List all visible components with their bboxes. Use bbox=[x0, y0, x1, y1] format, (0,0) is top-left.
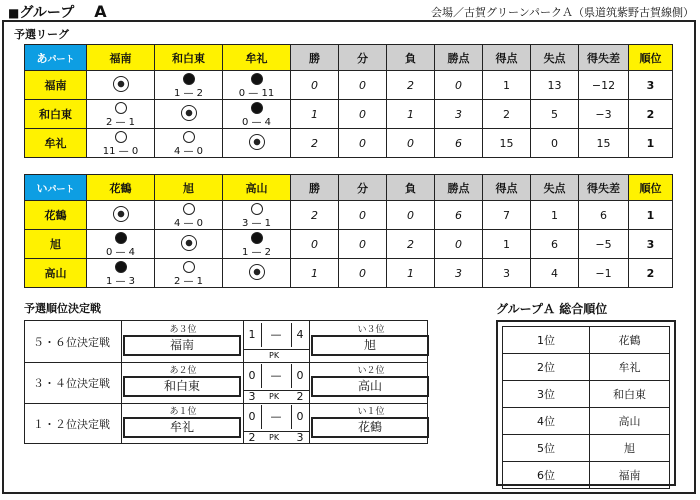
pk-label: PK bbox=[269, 351, 280, 360]
left-seed-label: あ１位 bbox=[169, 407, 197, 417]
match-cell bbox=[223, 230, 291, 259]
team-row-header: 花鶴 bbox=[25, 201, 87, 230]
stat-header: 負 bbox=[387, 45, 435, 71]
overall-row bbox=[503, 462, 670, 489]
loss-circle-icon bbox=[115, 232, 127, 244]
stat-value: 1 bbox=[483, 71, 531, 100]
stat-value: 15 bbox=[483, 129, 531, 158]
stat-value: 0 bbox=[291, 230, 339, 259]
prelim-title: 予選リーグ bbox=[14, 28, 69, 41]
left-score: 0 bbox=[248, 369, 256, 382]
overall-team: 和白東 bbox=[590, 381, 670, 408]
rank-value: 2 bbox=[629, 100, 673, 129]
stat-header: 順位 bbox=[629, 45, 673, 71]
final-match-label: ３・４位決定戦 bbox=[33, 377, 110, 390]
win-circle-icon bbox=[115, 102, 127, 114]
match-cell bbox=[155, 129, 223, 158]
stat-value: −1 bbox=[579, 259, 629, 288]
match-cell bbox=[87, 201, 155, 230]
league-table-a bbox=[24, 44, 673, 158]
stat-value: 2 bbox=[291, 201, 339, 230]
match-cell bbox=[87, 100, 155, 129]
stat-header: 分 bbox=[339, 175, 387, 201]
stat-value: 1 bbox=[387, 100, 435, 129]
overall-team: 高山 bbox=[590, 408, 670, 435]
stat-value: 3 bbox=[435, 259, 483, 288]
overall-row bbox=[503, 408, 670, 435]
match-score: 4 — 0 bbox=[173, 145, 204, 157]
overall-row bbox=[503, 381, 670, 408]
loss-circle-icon bbox=[251, 102, 263, 114]
rank-value: 1 bbox=[629, 201, 673, 230]
stat-value: 1 bbox=[291, 259, 339, 288]
right-team-box: 花鶴 bbox=[311, 417, 429, 438]
header-square: ■ bbox=[8, 6, 20, 20]
stat-value: −5 bbox=[579, 230, 629, 259]
part-corner bbox=[25, 45, 87, 71]
match-cell bbox=[223, 259, 291, 288]
team-row-header: 高山 bbox=[25, 259, 87, 288]
stat-value: −3 bbox=[579, 100, 629, 129]
team-col-header: 旭 bbox=[155, 175, 223, 201]
stat-value: 2 bbox=[291, 129, 339, 158]
right-score: 4 bbox=[296, 328, 304, 341]
stat-value: 6 bbox=[435, 201, 483, 230]
stat-value: 0 bbox=[387, 129, 435, 158]
match-cell bbox=[223, 100, 291, 129]
soccer-ball-icon bbox=[181, 105, 197, 121]
stat-value: −12 bbox=[579, 71, 629, 100]
match-score: 11 — 0 bbox=[102, 145, 139, 157]
overall-rank: 5位 bbox=[503, 435, 590, 462]
overall-team: 旭 bbox=[590, 435, 670, 462]
team-col-header: 福南 bbox=[87, 45, 155, 71]
left-score: 1 bbox=[248, 328, 256, 341]
team-col-header: 高山 bbox=[223, 175, 291, 201]
left-team-box: 牟礼 bbox=[123, 417, 241, 438]
match-cell bbox=[87, 71, 155, 100]
stat-header: 勝 bbox=[291, 45, 339, 71]
stat-value: 2 bbox=[387, 71, 435, 100]
venue: 会場／古賀グリーンパークＡ（県道筑紫野古賀線側） bbox=[430, 6, 694, 19]
match-score: 4 — 0 bbox=[173, 217, 204, 229]
stat-header: 勝点 bbox=[435, 45, 483, 71]
overall-row bbox=[503, 435, 670, 462]
left-seed-label: あ３位 bbox=[169, 325, 197, 335]
win-circle-icon bbox=[183, 261, 195, 273]
overall-team: 福南 bbox=[590, 462, 670, 489]
left-pk-score: 3 bbox=[248, 390, 256, 403]
match-score: 1 — 2 bbox=[241, 246, 272, 258]
stat-header: 得点 bbox=[483, 175, 531, 201]
rank-value: 3 bbox=[629, 71, 673, 100]
stat-value: 3 bbox=[435, 100, 483, 129]
stat-value: 13 bbox=[531, 71, 579, 100]
match-cell bbox=[87, 230, 155, 259]
right-seed-label: い３位 bbox=[357, 325, 385, 335]
score-dash: — bbox=[270, 328, 282, 341]
team-row-header: 和白東 bbox=[25, 100, 87, 129]
stat-value: 0 bbox=[339, 230, 387, 259]
overall-rank: 4位 bbox=[503, 408, 590, 435]
final-match-label: １・２位決定戦 bbox=[33, 418, 110, 431]
overall-rank: 1位 bbox=[503, 327, 590, 354]
stat-value: 0 bbox=[339, 129, 387, 158]
soccer-ball-icon bbox=[181, 235, 197, 251]
match-cell bbox=[87, 129, 155, 158]
match-cell bbox=[87, 259, 155, 288]
stat-value: 0 bbox=[435, 230, 483, 259]
team-row-header: 牟礼 bbox=[25, 129, 87, 158]
header-title: グループ bbox=[19, 5, 75, 21]
right-team-box: 高山 bbox=[311, 376, 429, 397]
stat-header: 順位 bbox=[629, 175, 673, 201]
league-table-i bbox=[24, 174, 673, 288]
stat-value: 5 bbox=[531, 100, 579, 129]
right-seed-label: い１位 bbox=[357, 407, 385, 417]
overall-title: グループＡ 総合順位 bbox=[496, 302, 608, 316]
match-score: 2 — 1 bbox=[173, 275, 204, 287]
stat-value: 0 bbox=[291, 71, 339, 100]
win-circle-icon bbox=[183, 131, 195, 143]
soccer-ball-icon bbox=[249, 264, 265, 280]
left-seed-label: あ２位 bbox=[169, 366, 197, 376]
match-cell bbox=[223, 201, 291, 230]
team-col-header: 花鶴 bbox=[87, 175, 155, 201]
stat-header: 失点 bbox=[531, 175, 579, 201]
match-score: 0 — 11 bbox=[238, 87, 275, 99]
stat-value: 0 bbox=[339, 71, 387, 100]
match-cell bbox=[155, 259, 223, 288]
stat-value: 0 bbox=[387, 201, 435, 230]
overall-table bbox=[502, 326, 670, 489]
part-letter: あ bbox=[36, 51, 48, 65]
overall-rank: 6位 bbox=[503, 462, 590, 489]
finals-title: 予選順位決定戦 bbox=[24, 302, 101, 315]
left-pk-score: 2 bbox=[248, 431, 256, 444]
score-dash: — bbox=[270, 369, 282, 382]
right-score: 0 bbox=[296, 369, 304, 382]
rank-value: 3 bbox=[629, 230, 673, 259]
stat-value: 1 bbox=[531, 201, 579, 230]
match-cell bbox=[155, 230, 223, 259]
overall-row bbox=[503, 354, 670, 381]
finals-box bbox=[24, 320, 428, 444]
soccer-ball-icon bbox=[249, 134, 265, 150]
loss-circle-icon bbox=[183, 73, 195, 85]
part-suffix: パート bbox=[47, 184, 75, 195]
stat-value: 1 bbox=[483, 230, 531, 259]
match-score: 1 — 3 bbox=[105, 275, 136, 287]
stat-header: 負 bbox=[387, 175, 435, 201]
match-cell bbox=[155, 100, 223, 129]
match-cell bbox=[223, 71, 291, 100]
part-corner bbox=[25, 175, 87, 201]
group-name: A bbox=[94, 2, 107, 21]
match-cell bbox=[155, 201, 223, 230]
right-team-box: 旭 bbox=[311, 335, 429, 356]
stat-value: 1 bbox=[387, 259, 435, 288]
left-score: 0 bbox=[248, 410, 256, 423]
soccer-ball-icon bbox=[113, 76, 129, 92]
page-header bbox=[8, 2, 107, 22]
part-letter: い bbox=[36, 181, 48, 195]
stat-header: 得点 bbox=[483, 45, 531, 71]
win-circle-icon bbox=[183, 203, 195, 215]
loss-circle-icon bbox=[251, 73, 263, 85]
stat-header: 得失差 bbox=[579, 45, 629, 71]
stat-header: 勝点 bbox=[435, 175, 483, 201]
left-team-box: 和白東 bbox=[123, 376, 241, 397]
match-cell bbox=[223, 129, 291, 158]
stat-header: 得失差 bbox=[579, 175, 629, 201]
stat-header: 勝 bbox=[291, 175, 339, 201]
rank-value: 1 bbox=[629, 129, 673, 158]
stat-value: 0 bbox=[339, 100, 387, 129]
score-dash: — bbox=[270, 410, 282, 423]
stat-value: 0 bbox=[435, 71, 483, 100]
final-match-label: ５・６位決定戦 bbox=[33, 336, 110, 349]
overall-row bbox=[503, 327, 670, 354]
overall-rank: 3位 bbox=[503, 381, 590, 408]
part-suffix: パート bbox=[47, 54, 75, 65]
stat-value: 6 bbox=[531, 230, 579, 259]
stat-header: 失点 bbox=[531, 45, 579, 71]
pk-label: PK bbox=[269, 433, 280, 442]
team-row-header: 旭 bbox=[25, 230, 87, 259]
right-seed-label: い２位 bbox=[357, 366, 385, 376]
right-score: 0 bbox=[296, 410, 304, 423]
stat-value: 0 bbox=[531, 129, 579, 158]
overall-team: 牟礼 bbox=[590, 354, 670, 381]
match-score: 1 — 2 bbox=[173, 87, 204, 99]
pk-label: PK bbox=[269, 392, 280, 401]
overall-team: 花鶴 bbox=[590, 327, 670, 354]
stat-value: 3 bbox=[483, 259, 531, 288]
stat-value: 2 bbox=[483, 100, 531, 129]
right-pk-score: 3 bbox=[296, 431, 304, 444]
match-cell bbox=[155, 71, 223, 100]
win-circle-icon bbox=[115, 131, 127, 143]
stat-value: 6 bbox=[579, 201, 629, 230]
rank-value: 2 bbox=[629, 259, 673, 288]
match-score: 0 — 4 bbox=[105, 246, 136, 258]
loss-circle-icon bbox=[251, 232, 263, 244]
stat-value: 7 bbox=[483, 201, 531, 230]
right-pk-score: 2 bbox=[296, 390, 304, 403]
overall-box bbox=[496, 320, 676, 486]
stat-value: 15 bbox=[579, 129, 629, 158]
stat-value: 4 bbox=[531, 259, 579, 288]
team-row-header: 福南 bbox=[25, 71, 87, 100]
match-score: 2 — 1 bbox=[105, 116, 136, 128]
loss-circle-icon bbox=[115, 261, 127, 273]
stat-value: 6 bbox=[435, 129, 483, 158]
stat-value: 0 bbox=[339, 201, 387, 230]
overall-rank: 2位 bbox=[503, 354, 590, 381]
match-score: 3 — 1 bbox=[241, 217, 272, 229]
stat-value: 1 bbox=[291, 100, 339, 129]
stat-header: 分 bbox=[339, 45, 387, 71]
match-score: 0 — 4 bbox=[241, 116, 272, 128]
stat-value: 2 bbox=[387, 230, 435, 259]
team-col-header: 和白東 bbox=[155, 45, 223, 71]
team-col-header: 牟礼 bbox=[223, 45, 291, 71]
stat-value: 0 bbox=[339, 259, 387, 288]
soccer-ball-icon bbox=[113, 206, 129, 222]
left-team-box: 福南 bbox=[123, 335, 241, 356]
win-circle-icon bbox=[251, 203, 263, 215]
